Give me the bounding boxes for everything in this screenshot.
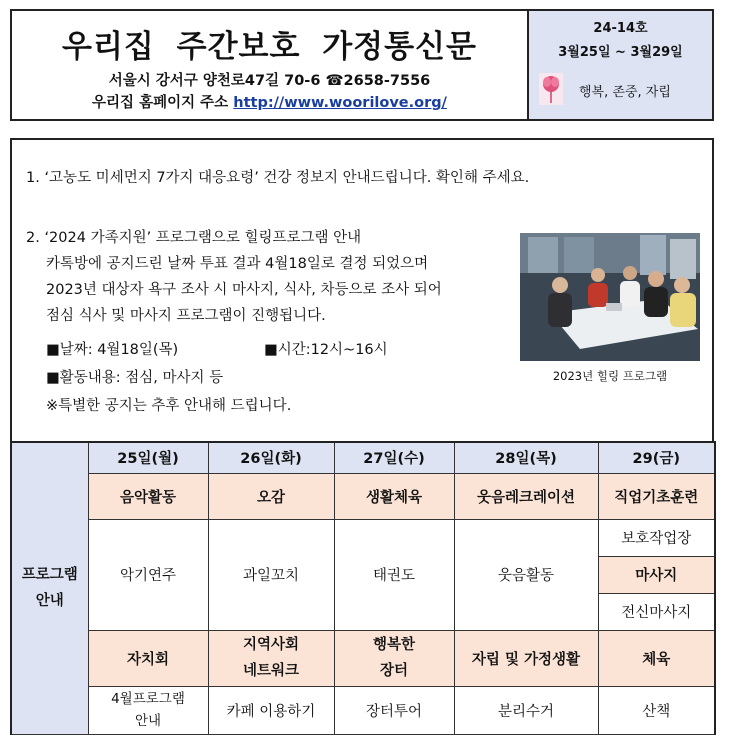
am-program-thu: 웃음레크레이션: [454, 473, 598, 519]
center-motto: 행복, 존중, 자립: [579, 85, 671, 100]
fri-detail-full-massage: 전신마사지: [598, 593, 715, 630]
am-program-mon: 음악활동: [88, 473, 208, 519]
pm-program-tue-line-2: 네트워크: [242, 663, 300, 679]
notice-item-2-line-1: 카톡방에 공지드린 날짜 투표 결과 4월18일로 결정 되었으며: [46, 256, 429, 272]
pm-detail-mon-line-1: 4월프로그램: [111, 691, 185, 707]
pm-detail-tue: 카페 이용하기: [208, 686, 334, 734]
pm-program-thu: 자립 및 가정생활: [454, 630, 598, 686]
day-header-fri: 29(금): [598, 442, 715, 473]
day-header-tue: 26일(화): [208, 442, 334, 473]
homepage-label: 우리집 홈페이지 주소: [92, 95, 229, 111]
special-note: ※특별한 공지는 추후 안내해 드립니다.: [46, 398, 292, 414]
header-side-panel: [529, 11, 712, 119]
homepage-line: [12, 91, 527, 112]
am-detail-tue: 과일꼬치: [208, 519, 334, 630]
pm-program-fri: 체육: [598, 630, 715, 686]
am-detail-wed: 태권도: [334, 519, 454, 630]
notice-item-2-title: 2. ‘2024 가족지원’ 프로그램으로 힐링프로그램 안내: [26, 230, 362, 246]
pm-detail-mon: [88, 686, 208, 734]
pm-program-tue: [208, 630, 334, 686]
pm-program-wed: [334, 630, 454, 686]
program-guide-label-line-1: 프로그램: [21, 567, 78, 584]
am-detail-mon: 악기연주: [88, 519, 208, 630]
day-header-wed: 27일(수): [334, 442, 454, 473]
pm-detail-mon-line-2: 안내: [134, 713, 162, 729]
pm-program-mon: 자치회: [88, 630, 208, 686]
newsletter-title: 우리집 주간보호 가정통신문: [62, 29, 477, 65]
program-guide-label-line-2: 안내: [35, 593, 64, 610]
fri-detail-massage: 마사지: [598, 556, 715, 593]
notice-item-1: 1. ‘고농도 미세먼지 7가지 대응요령’ 건강 정보지 안내드립니다. 확인해 주세요.: [26, 170, 530, 186]
am-program-wed: 생활체육: [334, 473, 454, 519]
program-guide-label: [11, 442, 88, 734]
event-activity: ■활동내용: 점심, 마사지 등: [46, 370, 224, 386]
pm-program-wed-line-1: 행복한: [372, 637, 416, 653]
fri-detail-workshop: 보호작업장: [598, 519, 715, 556]
issue-number: 24-14호: [593, 21, 648, 36]
newsletter-header: [10, 9, 714, 121]
event-date: ■날짜: 4월18일(목): [46, 342, 179, 358]
notice-item-2-line-2: 2023년 대상자 욕구 조사 시 마사지, 식사, 차등으로 조사 되어: [46, 282, 442, 298]
day-header-mon: 25일(월): [88, 442, 208, 473]
notice-item-2-line-3: 점심 식사 및 마사지 프로그램이 진행됩니다.: [46, 308, 326, 324]
photo-caption: 2023년 힐링 프로그램: [552, 369, 668, 383]
pm-detail-fri: 산책: [598, 686, 715, 734]
weekly-schedule-table: [10, 441, 716, 735]
center-address: 서울시 강서구 양천로47길 70-6 ☎2658-7556: [108, 73, 431, 89]
notice-section: [10, 138, 714, 443]
header-main: [12, 11, 529, 119]
am-program-tue: 오감: [208, 473, 334, 519]
issue-period: 3월25일 ~ 3월29일: [558, 45, 683, 60]
flower-logo-icon: [539, 73, 563, 105]
pm-detail-thu: 분리수거: [454, 686, 598, 734]
event-time: ■시간:12시~16시: [264, 342, 388, 358]
day-header-thu: 28일(목): [454, 442, 598, 473]
healing-program-photo: [520, 233, 700, 361]
pm-detail-wed: 장터투어: [334, 686, 454, 734]
pm-program-wed-line-2: 장터: [379, 663, 408, 679]
am-detail-thu: 웃음활동: [454, 519, 598, 630]
pm-program-tue-line-1: 지역사회: [242, 637, 300, 653]
homepage-link[interactable]: http://www.woorilove.org/: [233, 95, 447, 111]
am-program-fri: 직업기초훈련: [598, 473, 715, 519]
